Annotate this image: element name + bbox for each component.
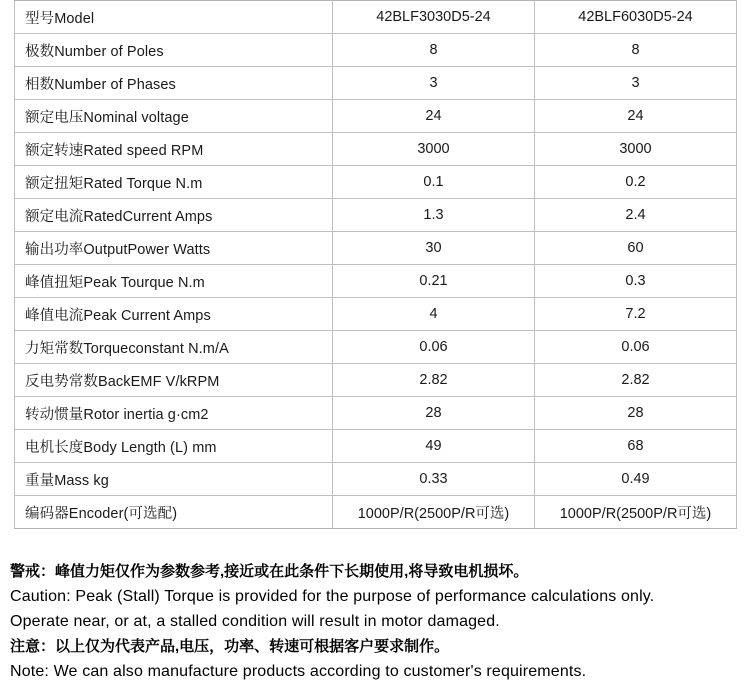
row-value-2: 3 bbox=[535, 67, 737, 100]
table-row bbox=[15, 265, 737, 298]
caution-note-en-line2: Operate near, or at, a stalled condition will result in motor damaged. bbox=[10, 613, 500, 630]
row-value-1: 3 bbox=[333, 67, 535, 100]
row-value-1: 1000P/R(2500P/R可选) bbox=[333, 496, 535, 529]
row-label: 输出功率OutputPower Watts bbox=[15, 232, 333, 265]
row-value-2: 0.3 bbox=[535, 265, 737, 298]
row-label: 额定电压Nominal voltage bbox=[15, 100, 333, 133]
row-label: 反电势常数BackEMF V/kRPM bbox=[15, 364, 333, 397]
table-header-row bbox=[15, 1, 737, 34]
row-label: 额定转速Rated speed RPM bbox=[15, 133, 333, 166]
table-row bbox=[15, 34, 737, 67]
header-cell-model: 型号Model bbox=[15, 1, 333, 34]
row-value-2: 0.06 bbox=[535, 331, 737, 364]
row-value-2: 0.49 bbox=[535, 463, 737, 496]
row-value-2: 2.4 bbox=[535, 199, 737, 232]
remark-note-cn: 注意：以上仅为代表产品,电压，功率、转速可根据客户要求制作。 bbox=[10, 638, 450, 655]
row-label: 峰值电流Peak Current Amps bbox=[15, 298, 333, 331]
notes-section bbox=[10, 559, 740, 684]
remark-note-en: Note: We can also manufacture products according to customer's requirements. bbox=[10, 663, 587, 680]
row-label: 峰值扭矩Peak Tourque N.m bbox=[15, 265, 333, 298]
row-value-1: 8 bbox=[333, 34, 535, 67]
row-value-1: 1.3 bbox=[333, 199, 535, 232]
table-row bbox=[15, 298, 737, 331]
table-row bbox=[15, 67, 737, 100]
row-value-1: 24 bbox=[333, 100, 535, 133]
table-row bbox=[15, 331, 737, 364]
table-row bbox=[15, 133, 737, 166]
row-value-1: 30 bbox=[333, 232, 535, 265]
table-row bbox=[15, 199, 737, 232]
row-value-2: 28 bbox=[535, 397, 737, 430]
table-row bbox=[15, 232, 737, 265]
row-label: 相数Number of Phases bbox=[15, 67, 333, 100]
row-label: 额定电流RatedCurrent Amps bbox=[15, 199, 333, 232]
caution-note-cn: 警戒：峰值力矩仅作为参数参考,接近或在此条件下长期使用,将导致电机损坏。 bbox=[10, 563, 529, 580]
row-label: 重量Mass kg bbox=[15, 463, 333, 496]
row-label: 额定扭矩Rated Torque N.m bbox=[15, 166, 333, 199]
table-row bbox=[15, 100, 737, 133]
table-row bbox=[15, 364, 737, 397]
header-cell-model-2: 42BLF6030D5-24 bbox=[535, 1, 737, 34]
row-value-1: 49 bbox=[333, 430, 535, 463]
row-value-1: 3000 bbox=[333, 133, 535, 166]
row-value-2: 0.2 bbox=[535, 166, 737, 199]
row-value-1: 0.33 bbox=[333, 463, 535, 496]
motor-specification-table bbox=[14, 0, 737, 529]
row-value-1: 0.21 bbox=[333, 265, 535, 298]
table-row bbox=[15, 463, 737, 496]
row-value-2: 7.2 bbox=[535, 298, 737, 331]
header-cell-model-1: 42BLF3030D5-24 bbox=[333, 1, 535, 34]
row-value-1: 4 bbox=[333, 298, 535, 331]
row-value-2: 8 bbox=[535, 34, 737, 67]
row-value-1: 28 bbox=[333, 397, 535, 430]
table-row bbox=[15, 166, 737, 199]
row-label: 力矩常数Torqueconstant N.m/A bbox=[15, 331, 333, 364]
table-row bbox=[15, 397, 737, 430]
row-value-2: 60 bbox=[535, 232, 737, 265]
row-value-2: 1000P/R(2500P/R可选) bbox=[535, 496, 737, 529]
row-value-2: 68 bbox=[535, 430, 737, 463]
row-label: 编码器Encoder(可选配) bbox=[15, 496, 333, 529]
caution-note-en-line1: Caution: Peak (Stall) Torque is provided for the purpose of performance calculations only. bbox=[10, 588, 655, 605]
table-row bbox=[15, 496, 737, 529]
row-label: 电机长度Body Length (L) mm bbox=[15, 430, 333, 463]
row-value-1: 2.82 bbox=[333, 364, 535, 397]
table-body bbox=[15, 1, 737, 529]
row-value-2: 3000 bbox=[535, 133, 737, 166]
row-label: 极数Number of Poles bbox=[15, 34, 333, 67]
row-value-2: 2.82 bbox=[535, 364, 737, 397]
table-row bbox=[15, 430, 737, 463]
row-value-1: 0.06 bbox=[333, 331, 535, 364]
row-value-2: 24 bbox=[535, 100, 737, 133]
row-value-1: 0.1 bbox=[333, 166, 535, 199]
row-label: 转动惯量Rotor inertia g·cm2 bbox=[15, 397, 333, 430]
